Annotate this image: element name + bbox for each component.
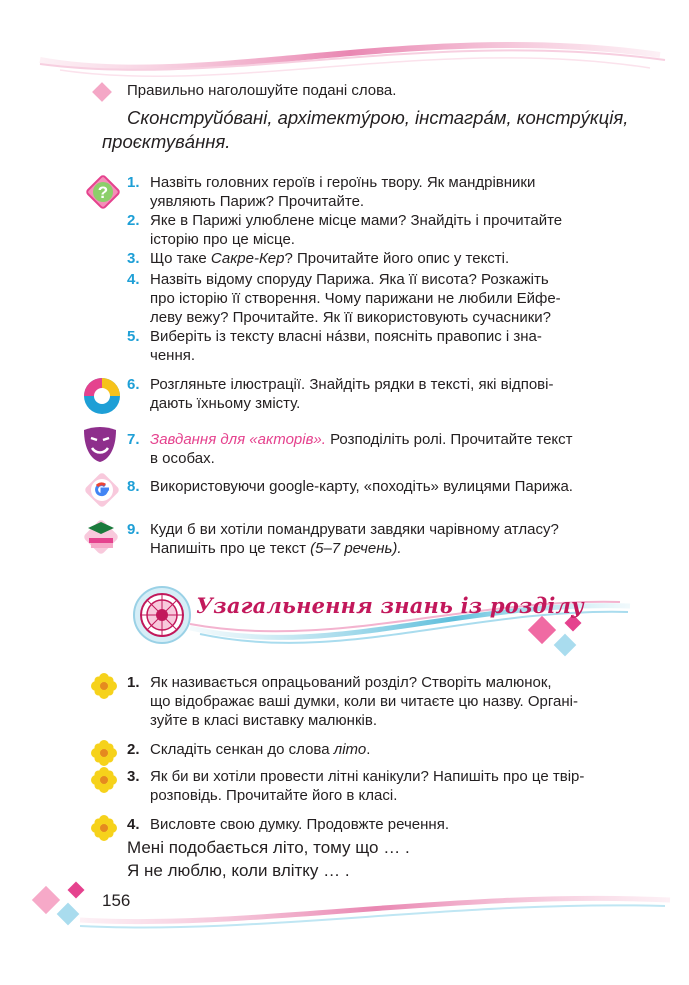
question-number: 4. [127,271,140,288]
stress-words-line2: проєктувáння. [102,131,231,152]
question-number: 7. [127,431,140,448]
question-line: про історію її створення. Чому парижани не любили Ейфе- [150,290,561,307]
summary-line: Висловте свою думку. Продовжте речення. [150,816,449,833]
question-line: Використовуючи google-карту, «походіть» вулицями Парижа. [150,478,573,495]
question-8 [150,477,634,496]
flower-icon [91,673,117,699]
question-number: 3. [127,250,140,267]
flower-icon [91,815,117,841]
illustrations-icon [82,376,122,416]
question-number: 6. [127,376,140,393]
summary-line: розповідь. Прочитайте його в класі. [150,787,398,804]
question-number: 1. [127,174,140,191]
question-mark-icon [83,172,123,212]
summary-line: зуйте в класі виставку малюнків. [150,712,377,729]
question-text: Що таке [150,250,211,267]
section-emblem-icon [132,585,192,645]
question-1 [150,173,634,211]
sentence-2: Я не люблю, коли влітку … . [127,861,350,880]
question-line: леву вежу? Прочитайте. Як її використовують сучасники? [150,309,551,326]
question-2 [150,211,634,249]
question-line: чення. [150,347,196,364]
question-line: Назвіть головних героїв і героїнь твору. Як мандрівники [150,174,536,191]
summary-3 [150,767,634,805]
question-number: 2. [127,212,140,229]
summary-number: 2. [127,741,140,758]
stress-words-line1: Сконструйóвані, архітектýрою, інстагрáм, констрýкція, [127,107,629,128]
question-em: (5–7 речень). [310,540,402,557]
section-title: Узагальнення знань із розділу [196,593,584,618]
summary-line: Як називається опрацьований розділ? Створіть малюнок, [150,674,552,691]
question-5 [150,327,634,365]
question-4 [150,270,634,327]
question-text: Розподіліть ролі. Прочитайте текст [325,431,573,448]
summary-number: 4. [127,816,140,833]
svg-text:?: ? [97,183,109,202]
instruction-text: Правильно наголошуйте подані слова. [127,82,397,99]
question-line: дають їхньому змісту. [150,395,301,412]
page-number: 156 [102,891,131,910]
summary-number: 3. [127,768,140,785]
flower-icon [91,740,117,766]
question-line: Виберіть із тексту власні нáзви, поясніть правопис і зна- [150,328,542,345]
question-3 [150,249,634,268]
question-line: Розгляньте ілюстрації. Знайдіть рядки в тексті, які відпові- [150,376,554,393]
question-6 [150,375,634,413]
theater-mask-icon [80,424,120,464]
question-text: Напишіть про це текст [150,540,311,557]
question-line: Яке в Парижі улюблене місце мами? Знайдіть і прочитайте [150,212,563,229]
sentence-1: Мені подобається літо, тому що … . [127,838,410,857]
question-em: Сакре-Кер [210,250,285,267]
pink-diamond-icon [90,80,114,104]
question-line: уявляють Париж? Прочитайте. [150,193,365,210]
question-7 [150,430,634,468]
summary-text: Складіть сенкан до слова [150,741,334,758]
question-9 [150,520,634,558]
summary-2 [150,740,634,759]
summary-1 [150,673,634,730]
question-number: 5. [127,328,140,345]
summary-4 [150,815,634,834]
actors-task-label: Завдання для «акторів». [150,431,326,448]
question-line: Назвіть відому споруду Парижа. Яка її висота? Розкажіть [150,271,549,288]
question-text: ? Прочитайте його опис у тексті. [284,250,510,267]
books-icon [80,516,122,556]
question-line: історію про це місце. [150,231,295,248]
question-number: 9. [127,521,140,538]
summary-line: Як би ви хотіли провести літні канікули? Напишіть про це твір- [150,768,585,785]
summary-text: . [366,741,371,758]
stress-words [102,106,637,154]
question-line: в особах. [150,450,215,467]
question-line: Куди б ви хотіли помандрувати завдяки чарівному атласу? [150,521,559,538]
google-icon [82,470,122,510]
summary-number: 1. [127,674,140,691]
question-number: 8. [127,478,140,495]
flower-icon [91,767,117,793]
summary-em: літо [333,741,367,758]
summary-line: що відображає ваші думки, коли ви читаєте цю назву. Органі- [150,693,578,710]
